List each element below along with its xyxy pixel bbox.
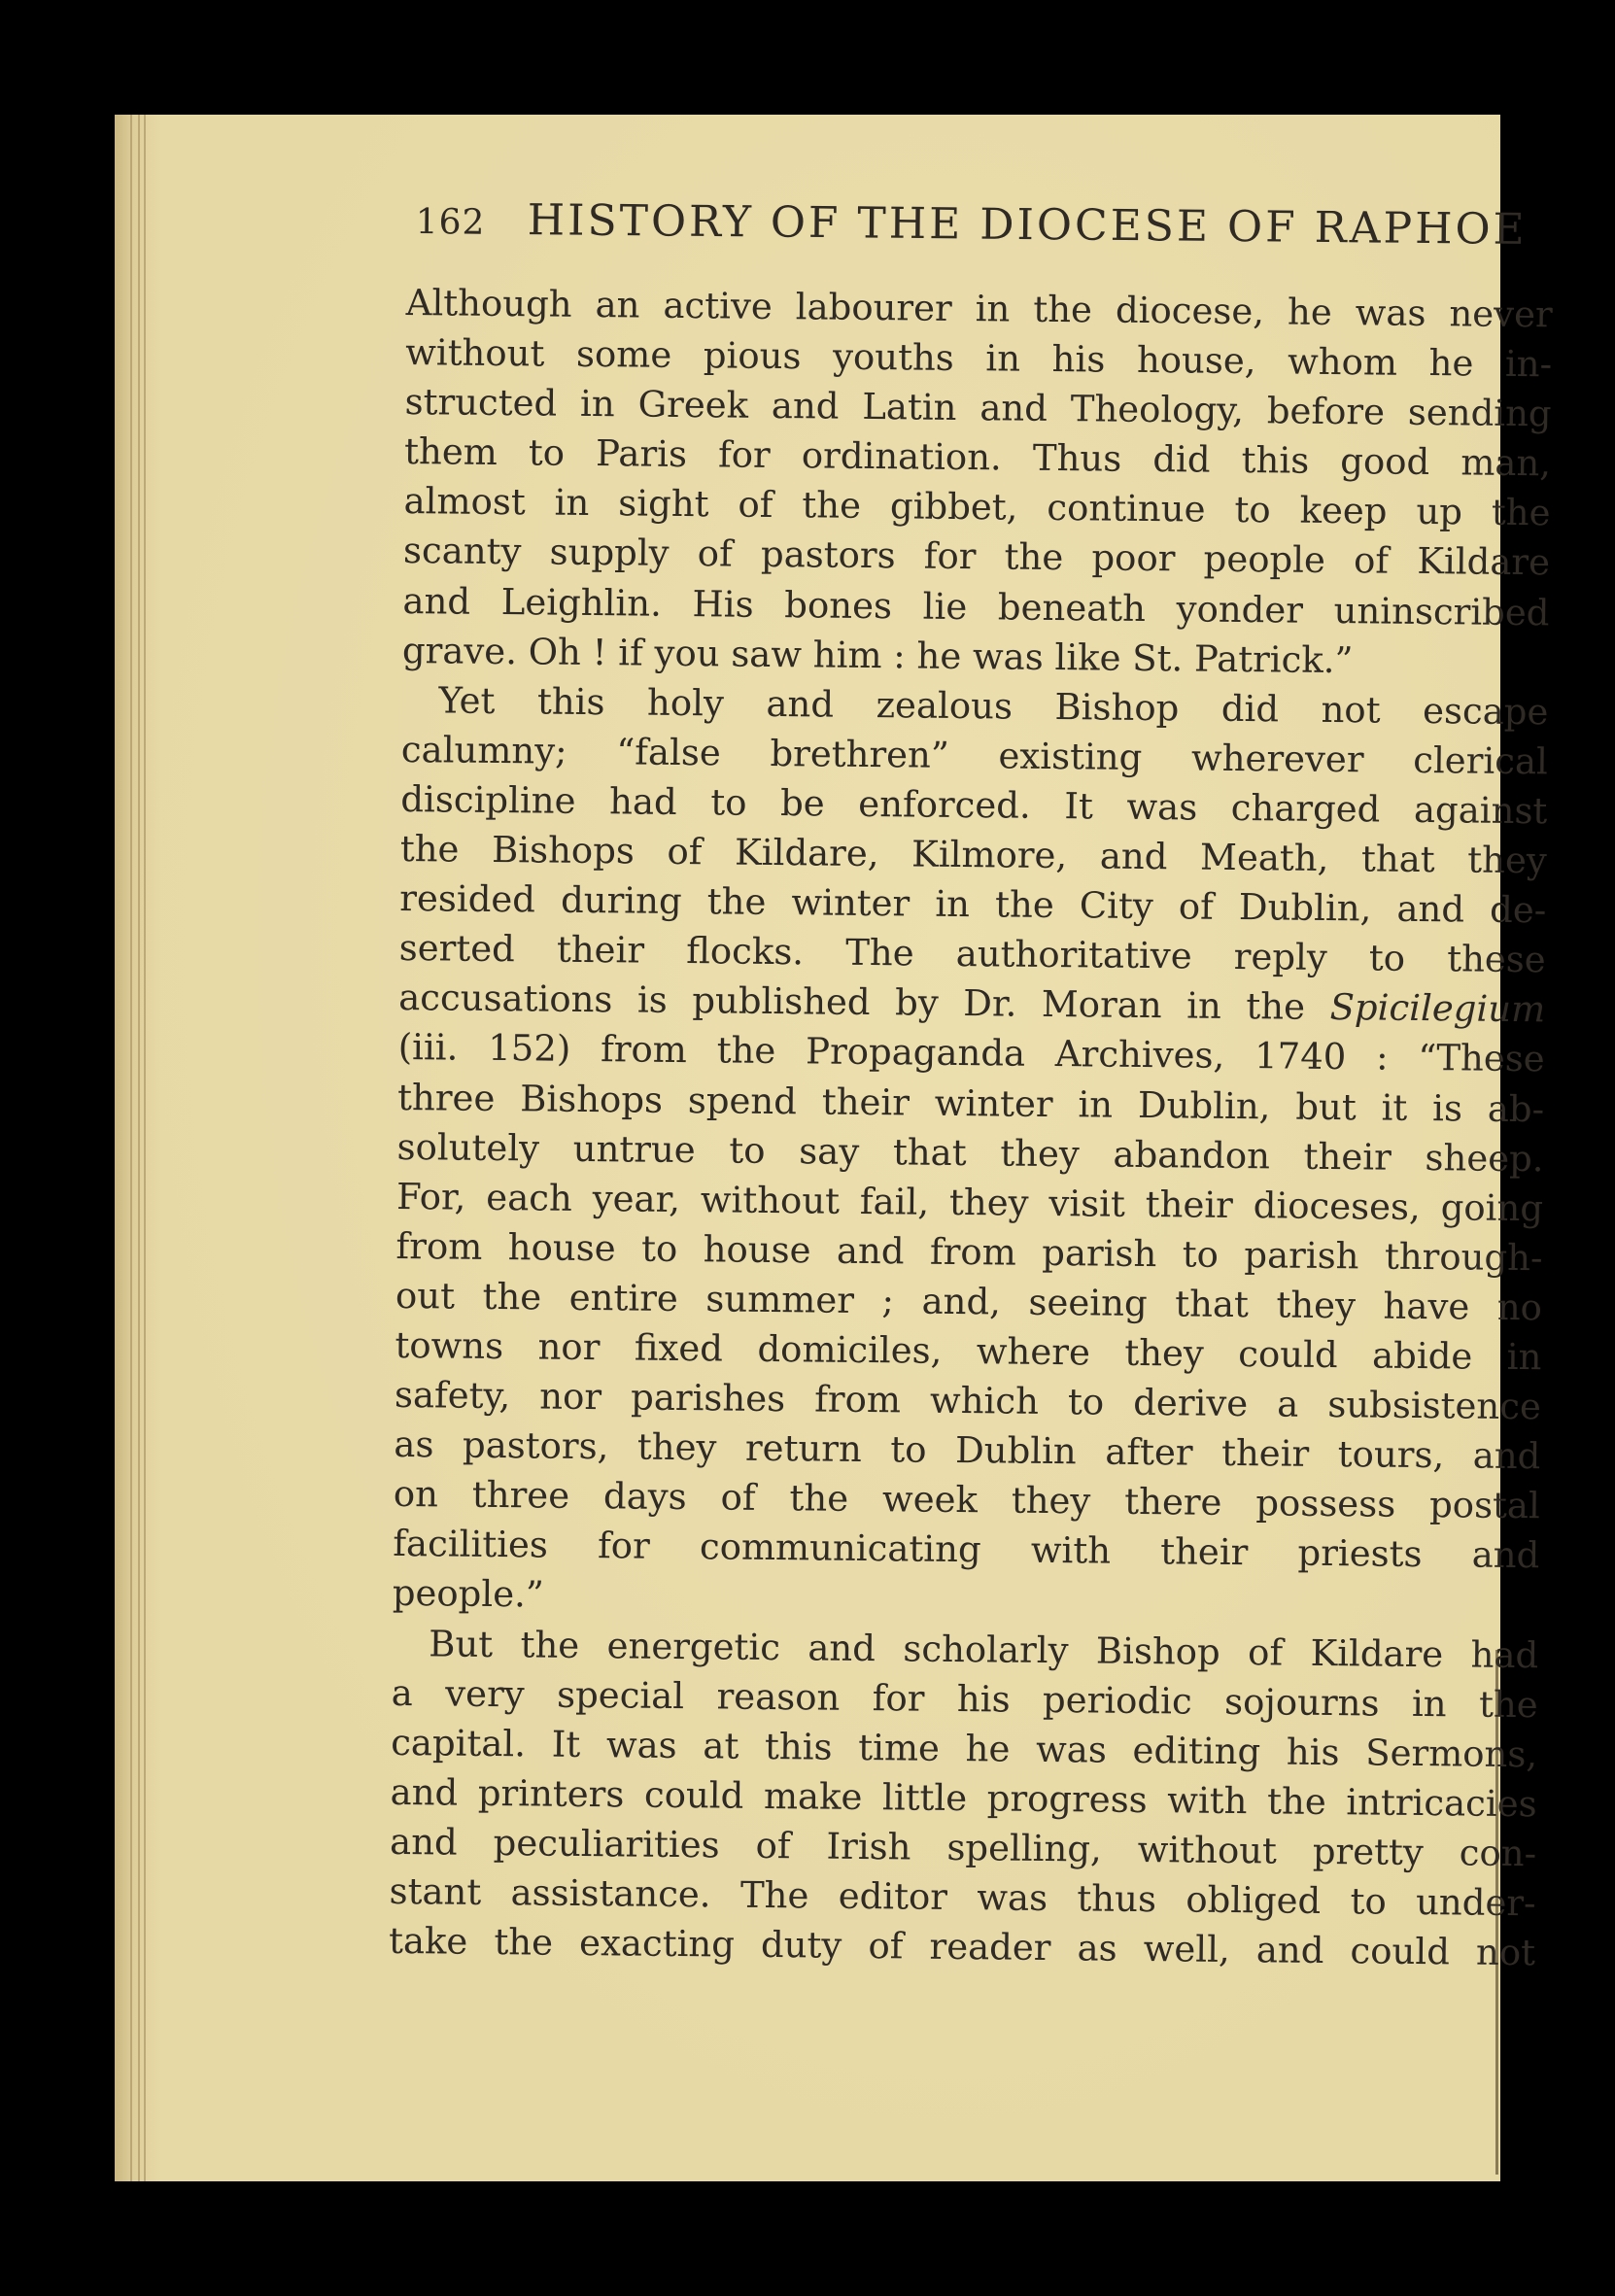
- text-line: grave. Oh ! if you saw him : he was like St. Patrick.”: [401, 629, 1354, 681]
- text-line: a very special reason for his periodic sojourns in the: [391, 1671, 1538, 1726]
- text-line: out the entire summer ; and, seeing that they have no: [395, 1274, 1543, 1329]
- text-line: people.”: [392, 1572, 544, 1616]
- page-number: 162: [415, 201, 486, 243]
- italic-title: Spicilegium: [1329, 986, 1546, 1031]
- text-line: and Leighlin. His bones lie beneath yonder uninscribed: [402, 579, 1550, 634]
- text-line: facilities for communicating with their priests and: [393, 1523, 1540, 1577]
- text-line: structed in Greek and Latin and Theology, before sending: [404, 381, 1552, 435]
- page-gutter-shadow: [144, 115, 146, 2181]
- book-page: [115, 115, 1553, 2181]
- text-line: take the exacting duty of reader as well, and could not: [388, 1920, 1536, 1974]
- page-header: [415, 194, 1528, 273]
- text-line: serted their flocks. The authoritative reply to these: [398, 927, 1546, 981]
- text-line: without some pious youths in his house, whom he in-: [404, 331, 1553, 386]
- page-gutter-shadow: [138, 115, 140, 2181]
- text-line: Yet this holy and zealous Bishop did not escape: [438, 679, 1549, 734]
- text-line: For, each year, without fail, they visit their dioceses, going: [395, 1175, 1544, 1229]
- text-line: almost in sight of the gibbet, continue to keep up the: [403, 480, 1551, 534]
- text-line: capital. It was at this time he was editing his Sermons,: [390, 1721, 1538, 1775]
- text-line: them to Paris for ordination. Thus did this good man,: [403, 430, 1552, 485]
- text-line: and peculiarities of Irish spelling, without pretty con-: [389, 1820, 1537, 1875]
- text-line: calumny; “false brethren” existing wherever clerical: [400, 728, 1549, 783]
- text-line: resided during the winter in the City of Dublin, and de-: [399, 877, 1547, 932]
- body-text: [389, 278, 1553, 1977]
- text-line: discipline had to be enforced. It was charged against: [400, 777, 1548, 833]
- text-line: stant assistance. The editor was thus obliged to under-: [389, 1869, 1536, 1925]
- page-gutter-shadow: [130, 115, 132, 2181]
- text-line: Although an active labourer in the diocese, he was never: [405, 281, 1553, 336]
- text-line: the Bishops of Kildare, Kilmore, and Meath, that they: [399, 828, 1548, 882]
- text-line: as pastors, they return to Dublin after their tours, and: [394, 1423, 1541, 1478]
- text-line: three Bishops spend their winter in Dublin, but it is ab-: [396, 1076, 1545, 1130]
- text-line: and printers could make little progress with the intricacies: [390, 1770, 1537, 1826]
- text-line: But the energetic and scholarly Bishop of Kildare had: [429, 1622, 1539, 1676]
- text-line: from house to house and from parish to parish through-: [395, 1224, 1543, 1280]
- text-line-lead: accusations is published by Dr. Moran in the: [398, 977, 1306, 1029]
- text-line: solutely untrue to say that they abandon their sheep.: [396, 1125, 1544, 1180]
- text-line: on three days of the week they there possess postal: [393, 1473, 1541, 1527]
- text-line: scanty supply of pastors for the poor people of Kildare: [402, 530, 1551, 584]
- text-line: safety, nor parishes from which to derive a subsistence: [394, 1374, 1542, 1428]
- running-title: HISTORY OF THE DIOCESE OF RAPHOE: [527, 195, 1528, 255]
- text-line: (iii. 152) from the Propaganda Archives, 1740 : “These: [397, 1026, 1545, 1080]
- text-line: towns nor fixed domiciles, where they could abide in: [395, 1323, 1542, 1379]
